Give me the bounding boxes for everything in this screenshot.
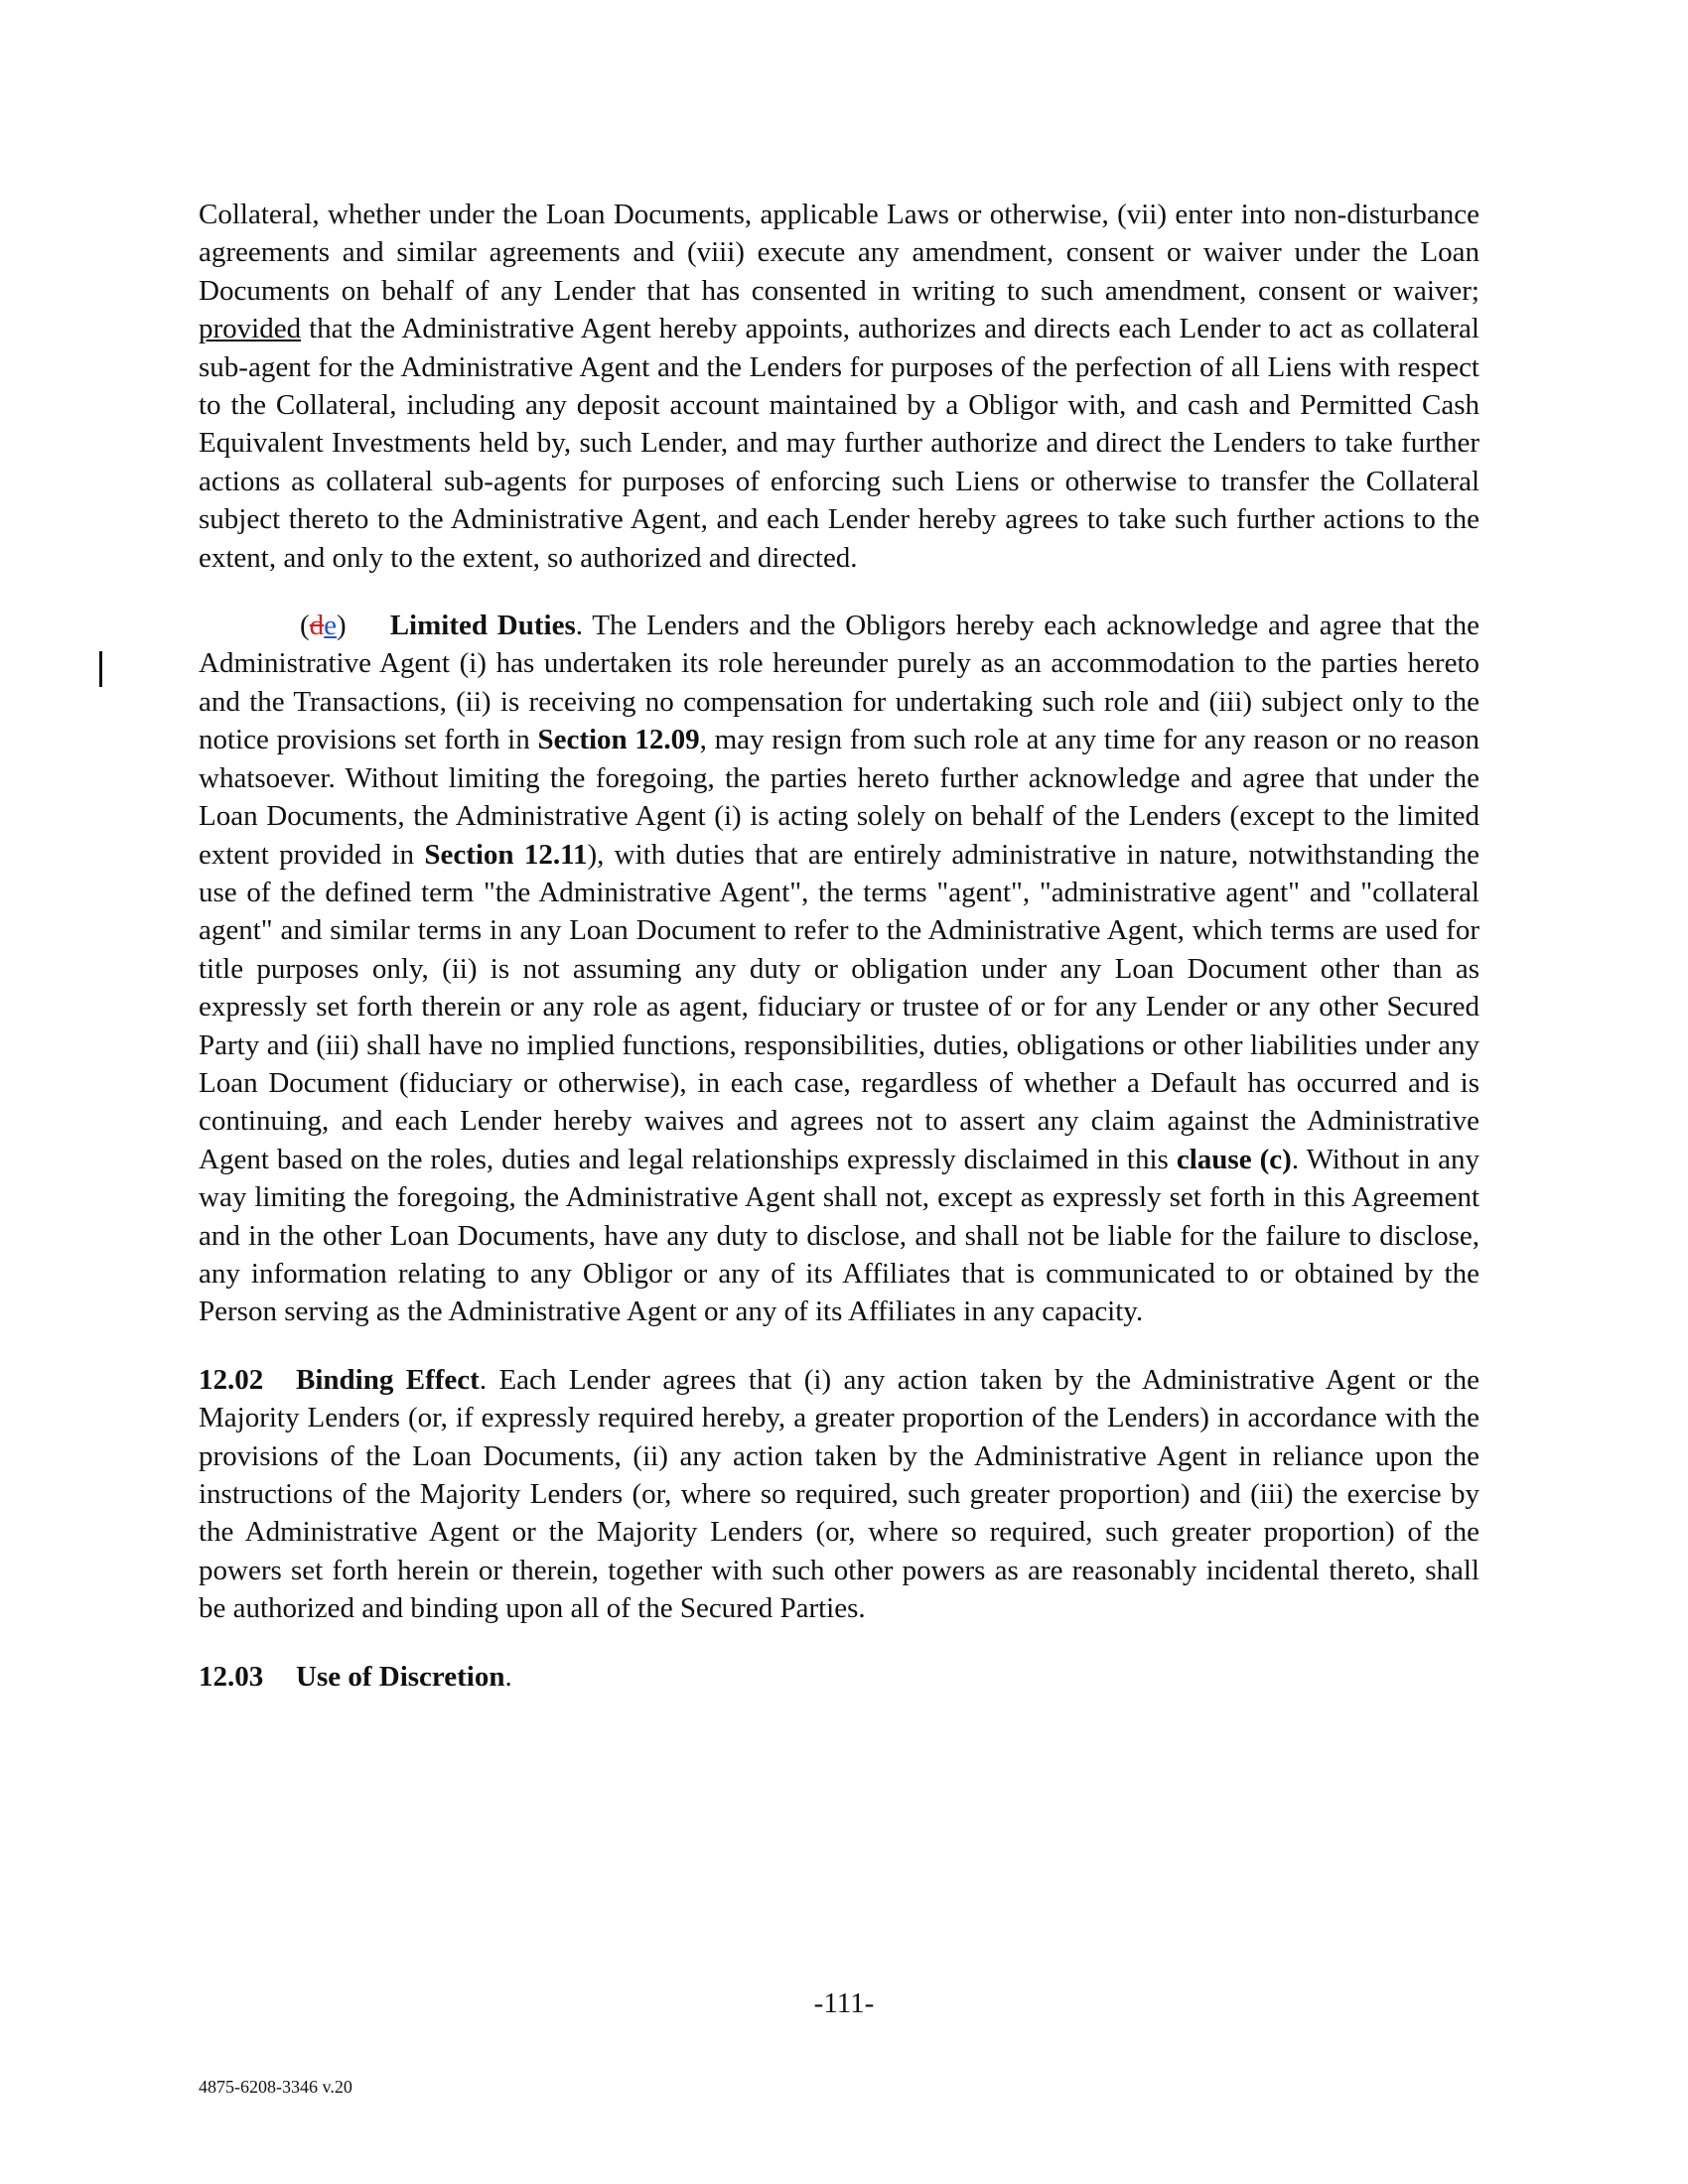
section-1203-use-of-discretion <box>199 1658 1479 1696</box>
section-1202-text: . Each Lender agrees that (i) any action taken by the Administrative Agent or the Majority Lenders (or, if expressly required hereby, a greater proportion of the Lenders) in accordance with the provisions of the Loan Documents, (ii) any action taken by the Administrative Agent in reliance upon the instructions of the Majority Lenders (or, where so required, such greater proportion) and (iii) the exercise by the Administrative Agent or the Majority Lenders (or, where so required, such greater proportion) of the powers set forth herein or therein, together with such other powers as are reasonably incidental thereto, shall be authorized and binding upon all of the Secured Parties. <box>199 1363 1479 1625</box>
inserted-clause-letter: e <box>324 610 338 642</box>
limited-duties-heading: Limited Duties <box>389 610 576 642</box>
deleted-clause-letter: d <box>309 610 325 642</box>
document-page <box>199 196 1479 1696</box>
section-1203-heading: Use of Discretion <box>296 1660 505 1693</box>
section-1202-heading: Binding Effect <box>296 1363 480 1396</box>
provided-term: provided <box>199 313 302 345</box>
section-1202-number: 12.02 <box>199 1363 264 1396</box>
section-1203-number: 12.03 <box>199 1660 264 1693</box>
para2-text4: . Without in any way limiting the foregoing, the Administrative Agent shall not, except as expressly set forth in this Agreement and in the other Loan Documents, have any duty to disclose, and shall not be liable for the failure to disclose, any information relating to any Obligor or any of its Affiliates that is communicated to or obtained by the Person serving as the Administrative Agent or any of its Affiliates in any capacity. <box>199 1143 1479 1328</box>
section-1203-period: . <box>504 1660 512 1693</box>
document-id: 4875-6208-3346 v.20 <box>199 2077 352 2097</box>
para2-text1: . The Lenders and the Obligors hereby each acknowledge and agree that the Administrative Agent (i) has undertaken its role hereunder purely as an accommodation to the parties hereto and the Transactions, (ii) is receiving no compensation for undertaking such role and (iii) subject only to the notice provisions set forth in <box>199 610 1480 756</box>
clause-close-paren: ) <box>337 610 347 642</box>
para2-text3: ), with duties that are entirely administrative in nature, notwithstanding the use of the defined term "the Administrative Agent", the terms "agent", "administrative agent" and "collateral agent" and similar terms in any Loan Document to refer to the Administrative Agent, which terms are used for title purposes only, (ii) is not assuming any duty or obligation under any Loan Document other than as expressly set forth therein or any role as agent, fiduciary or trustee of or for any Lender or any other Secured Party and (iii) shall have no implied functions, responsibilities, duties, obligations or other liabilities under any Loan Document (fiduciary or otherwise), in each case, regardless of whether a Default has occurred and is continuing, and each Lender hereby waives and agrees not to assert any claim against the Administrative Agent based on the roles, duties and legal relationships expressly disclaimed in this <box>199 838 1479 1175</box>
para1-text-part1: Collateral, whether under the Loan Documents, applicable Laws or otherwise, (vii) enter into non-disturbance agreements and similar agreements and (viii) execute any amendment, consent or waiver under the Loan Documents on behalf of any Lender that has consented in writing to such amendment, consent or waiver; <box>199 199 1479 307</box>
section-1202-binding-effect <box>199 1361 1479 1628</box>
section-ref-1209: Section 12.09 <box>537 724 700 756</box>
paragraph-collateral <box>199 196 1479 577</box>
clause-open-paren: ( <box>300 610 310 642</box>
paragraph-limited-duties <box>199 607 1479 1331</box>
para2-text2: , may resign from such role at any time for any reason or no reason whatsoever. Without limiting the foregoing, the parties hereto further acknowledge and agree that under the Loan Documents, the Administrative Agent (i) is acting solely on behalf of the Lenders (except to the limited extent provided in <box>199 724 1479 871</box>
clause-ref-c: clause (c) <box>1176 1143 1292 1175</box>
page-number: -111- <box>813 1987 875 2019</box>
revision-change-bar <box>99 651 102 687</box>
section-ref-1211: Section 12.11 <box>424 838 588 871</box>
para1-text-part2: that the Administrative Agent hereby appoints, authorizes and directs each Lender to act as collateral sub-agent for the Administrative Agent and the Lenders for purposes of the perfection of all Liens with respect to the Collateral, including any deposit account maintained by a Obligor with, and cash and Permitted Cash Equivalent Investments held by, such Lender, and may further authorize and direct the Lenders to take further actions as collateral sub-agents for purposes of enforcing such Liens or otherwise to transfer the Collateral subject thereto to the Administrative Agent, and each Lender hereby agrees to take such further actions to the extent, and only to the extent, so authorized and directed. <box>199 313 1479 574</box>
